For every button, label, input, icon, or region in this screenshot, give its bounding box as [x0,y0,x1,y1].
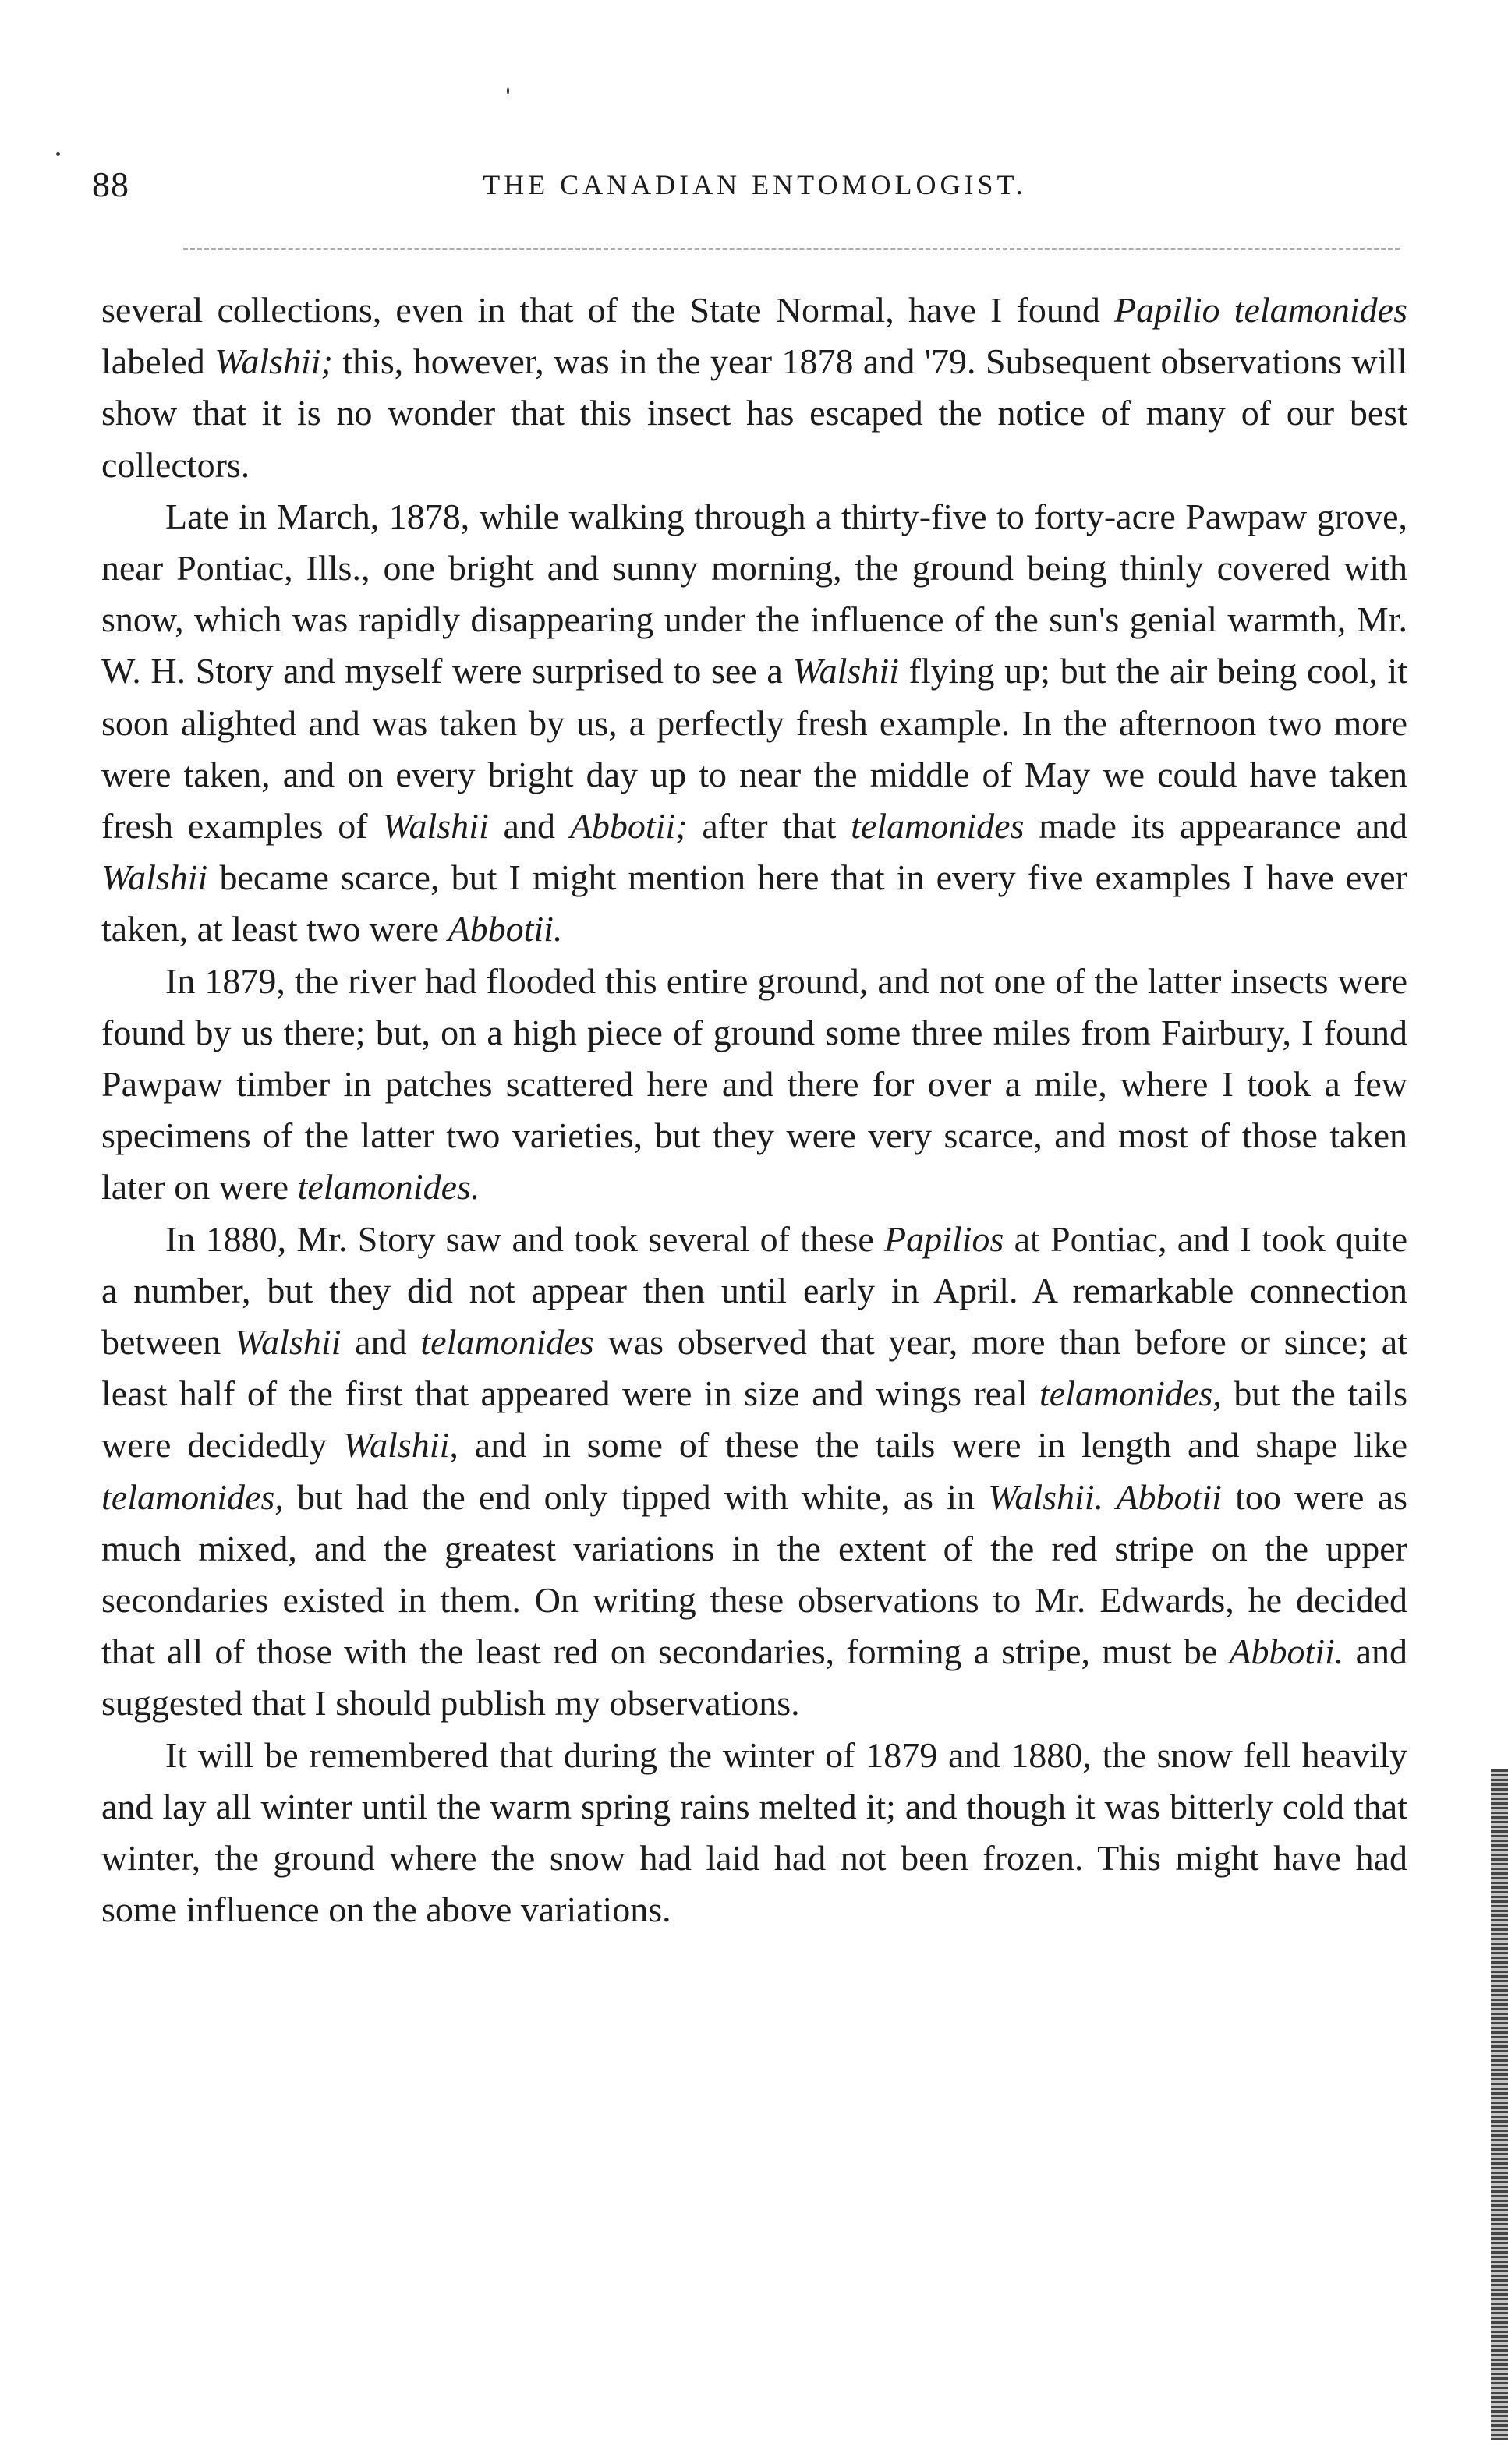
paragraph [101,1730,1407,1936]
page-number: 88 [92,164,129,204]
paragraph [101,1214,1407,1730]
italic-text: Papilios [883,1218,1004,1259]
italic-text: Walshii. Abbotii [988,1476,1222,1517]
scan-speck [507,87,509,94]
text-run: It will be remembered that during the winter of 1879 and 1880, the snow fell heavily and lay all winter until the warm spring rains melted it; and though it was bitterly cold that winter, the ground where the snow had laid had not been frozen. This might have had some influence on the above variations. [101,1734,1407,1930]
text-run: and in some of these the tails were in length and shape like [458,1425,1407,1465]
text-run: and suggested that I should publish my observations. [101,1631,1408,1723]
italic-text: Abbotii. [448,909,563,949]
scan-edge-mark [1491,1769,1508,2440]
paragraph [101,285,1407,491]
text-run: and [341,1322,421,1363]
text-run: In 1880, Mr. Story saw and took several of these [165,1218,884,1259]
text-run: this, however, was in the year 1878 and '79. Subsequent observations will show that it is no wonder that this insect has escaped the notice of many of our best collectors. [101,341,1407,485]
text-run: Late in March, 1878, while walking through a thirty-five to forty-acre Pawpaw grove, near Pontiac, Ills., one bright and sunny morning, the ground being thinly covered with snow, which was rapidly disappearing under the influence of the sun's genial warmth, Mr. W. H. Story and myself were surprised to see a [101,496,1407,691]
text-run: too were as much mixed, and the greatest variations in the extent of the red stripe on the upper secondaries existed in them. On writing these observations to Mr. Edwards, he decided that all of those with the least red on secondaries, forming a stripe, must be [101,1476,1407,1672]
italic-text: Walshii; [214,341,333,382]
italic-text: Walshii, [343,1425,458,1465]
text-run: was observed that year, more than before or since; at least half of the first that appeared were in size and wings real [101,1322,1407,1414]
scan-speck [56,152,60,156]
text-run: In 1879, the river had flooded this entire ground, and not one of the latter insects were found by us there; but, on a high piece of ground some three miles from Fairbury, I found Pawpaw timber in patches scattered here and there for over a mile, where I took a few specimens of the latter two varieties, but they were very scarce, and most of those taken later on were [101,960,1407,1207]
page-header [92,164,1418,218]
italic-text: telamonides [420,1322,594,1363]
italic-text: Walshii [101,857,208,898]
article-body [101,285,1407,1936]
italic-text: Walshii [235,1322,342,1363]
text-run: flying up; but the air being cool, it soon alighted and was taken by us, a perfectly fresh example. In the afternoon two more were taken, and on every bright day up to near the middle of May we could have taken fresh examples of [101,651,1408,847]
text-run: made its appearance and [1024,806,1407,847]
italic-text: Papilio telamonides [1114,290,1407,330]
italic-text: Abbotii; [569,806,688,847]
text-run: became scarce, but I might mention here that in every five examples I have ever taken, at least two were [101,857,1407,949]
text-run: but had the end only tipped with white, as in [283,1476,989,1517]
running-head: THE CANADIAN ENTOMOLOGIST. [483,169,1027,200]
italic-text: telamonides. [297,1167,480,1207]
italic-text: telamonides, [1039,1373,1222,1414]
italic-text: telamonides, [101,1476,284,1517]
text-run: labeled [101,341,215,382]
text-run: at Pontiac, and I took quite a number, but they did not appear then until early in April. A remarkable connection between [101,1218,1407,1363]
italic-text: telamonides [851,806,1025,847]
italic-text: Walshii [792,651,899,691]
text-run: several collections, even in that of the State Normal, have I found [101,290,1115,330]
paragraph [101,956,1407,1214]
text-run: and [488,806,570,847]
text-run: but the tails were decidedly [101,1373,1407,1465]
text-run: after that [687,806,851,847]
paragraph [101,491,1407,956]
italic-text: Walshii [382,806,489,847]
italic-text: Abbotii. [1229,1631,1344,1672]
header-rule [183,248,1400,250]
